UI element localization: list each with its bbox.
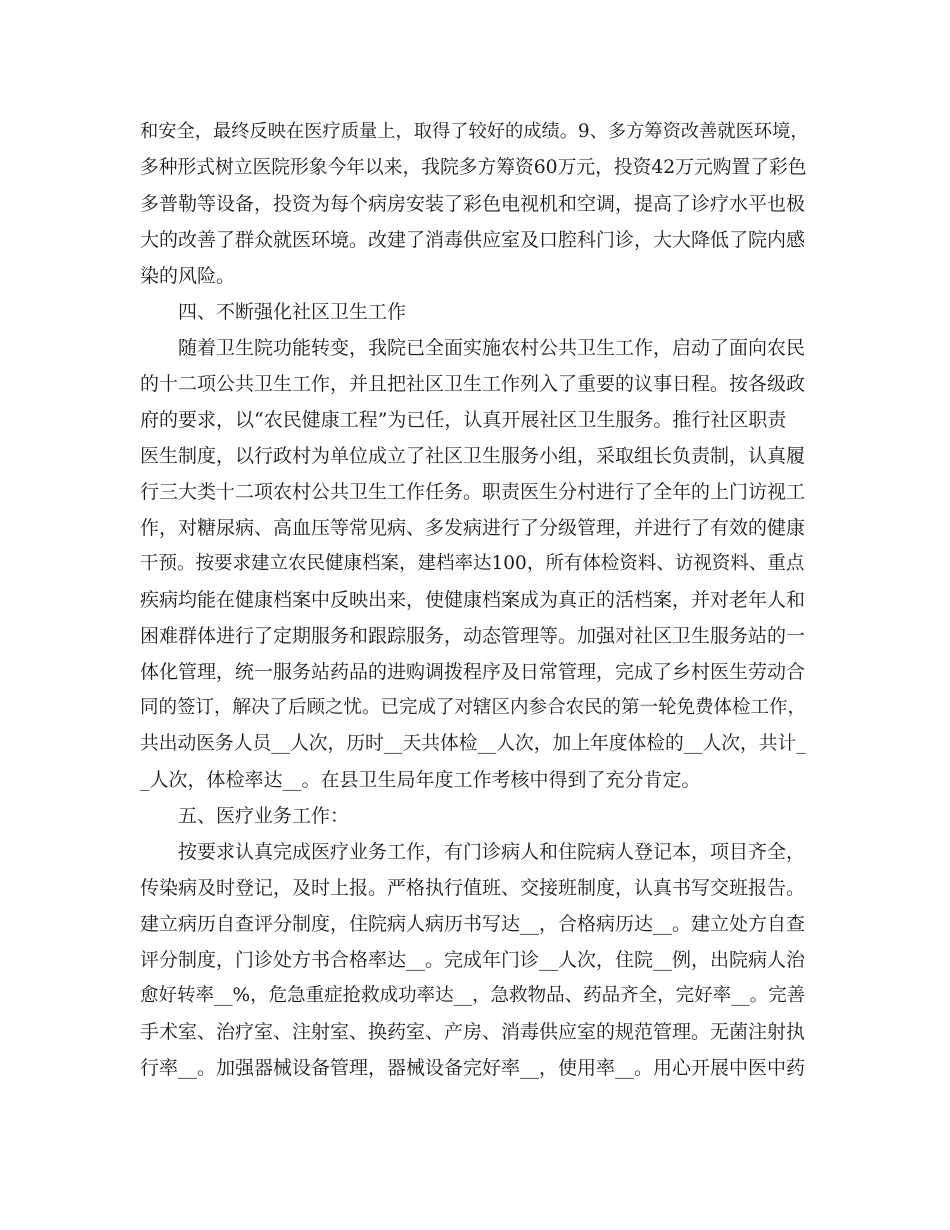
text-line: 建立病历自查评分制度，住院病人病历书写达__，合格病历达__。建立处方自查 [140, 913, 806, 935]
text-line: 染的风险。 [140, 265, 236, 287]
text-line: 评分制度，门诊处方书合格率达__。完成年门诊__人次，住院__例，出院病人治 [140, 949, 806, 971]
text-line: 干预。按要求建立农民健康档案，建档率达100，所有体检资料、访视资料、重点 [140, 553, 805, 574]
text-line: 行率__。加强器械设备管理，器械设备完好率__，使用率__。用心开展中医中药 [140, 1057, 806, 1079]
text-line: 同的签订，解决了后顾之忧。已完成了对辖区内参合农民的第一轮免费体检工作， [140, 697, 807, 718]
text-line: 多普勒等设备，投资为每个病房安装了彩色电视机和空调，提高了诊疗水平也极 [140, 193, 806, 215]
section-heading: 五、医疗业务工作： [178, 805, 350, 827]
text-line: _人次，体检率达__。在县卫生局年度工作考核中得到了充分肯定。 [140, 769, 701, 791]
text-line: 体化管理，统一服务站药品的进购调拨程序及日常管理，完成了乡村医生劳动合 [140, 661, 806, 683]
text-line: 的十二项公共卫生工作，并且把社区卫生工作列入了重要的议事日程。按各级政 [140, 373, 806, 395]
section-heading: 四、不断强化社区卫生工作 [178, 301, 407, 323]
text-line: 行三大类十二项农村公共卫生工作任务。职责医生分村进行了全年的上门访视工 [140, 481, 806, 503]
text-line: 大的改善了群众就医环境。改建了消毒供应室及口腔科门诊，大大降低了院内感 [140, 229, 806, 251]
text-line: 困难群体进行了定期服务和跟踪服务，动态管理等。加强对社区卫生服务站的一 [140, 625, 806, 647]
text-line: 医生制度，以行政村为单位成立了社区卫生服务小组，采取组长负责制，认真履 [140, 445, 806, 467]
text-line: 多种形式树立医院形象今年以来，我院多方筹资60万元，投资42万元购置了彩色 [140, 157, 807, 178]
text-line: 传染病及时登记，及时上报。严格执行值班、交接班制度，认真书写交班报告。 [140, 877, 806, 899]
text-line: 府的要求，以“农民健康工程”为已任，认真开展社区卫生服务。推行社区职责 [140, 409, 787, 431]
text-line: 按要求认真完成医疗业务工作，有门诊病人和住院病人登记本，项目齐全， [178, 841, 806, 863]
text-line: 共出动医务人员__人次，历时__天共体检__人次，加上年度体检的__人次，共计_ [140, 733, 806, 754]
text-line: 愈好转率__%，危急重症抢救成功率达__，急救物品、药品齐全，完好率__。完善 [140, 985, 806, 1006]
text-line: 作，对糖尿病、高血压等常见病、多发病进行了分级管理，并进行了有效的健康 [140, 517, 806, 539]
text-line: 疾病均能在健康档案中反映出来，使健康档案成为真正的活档案，并对老年人和 [140, 589, 806, 611]
text-line: 和安全，最终反映在医疗质量上，取得了较好的成绩。9、多方筹资改善就医环境， [140, 121, 809, 142]
text-line: 手术室、治疗室、注射室、换药室、产房、消毒供应室的规范管理。无菌注射执 [140, 1021, 806, 1043]
text-line: 随着卫生院功能转变，我院已全面实施农村公共卫生工作，启动了面向农民 [178, 337, 806, 359]
